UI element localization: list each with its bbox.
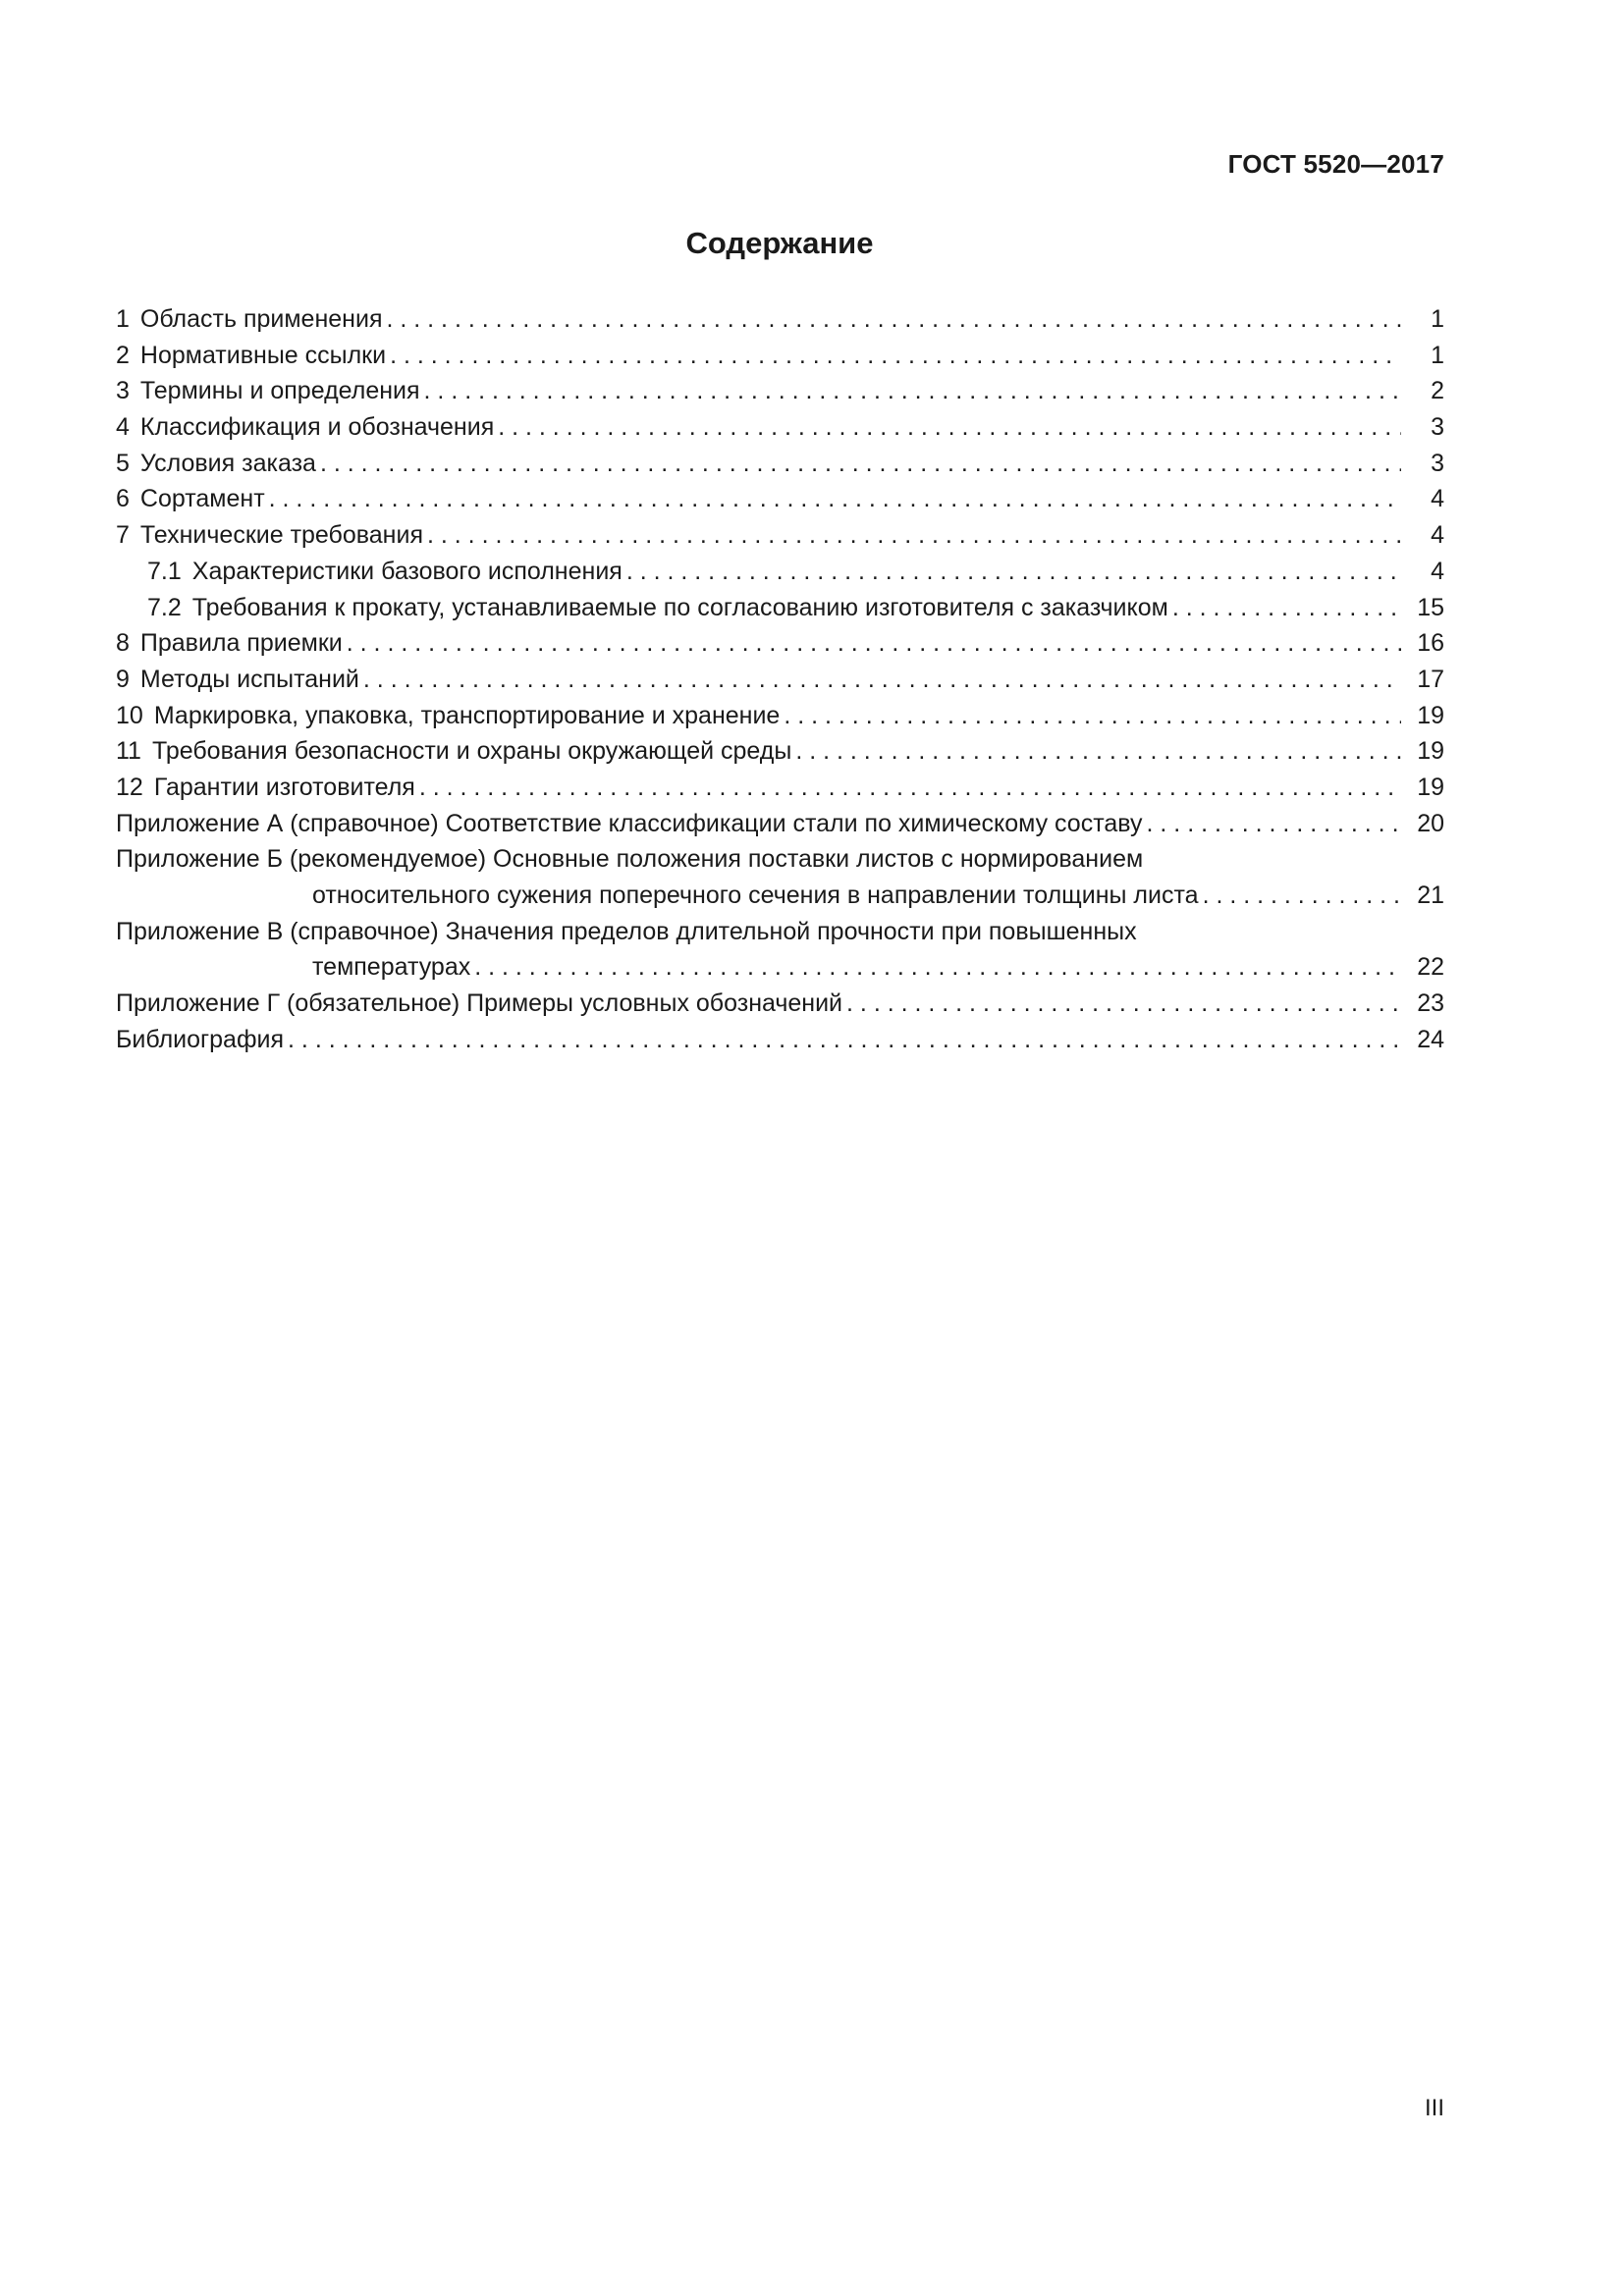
toc-leader-dots xyxy=(288,1026,1401,1054)
toc-item-label: Маркировка, упаковка, транспортирование и хранение xyxy=(153,701,781,729)
toc-item-page: 4 xyxy=(1431,557,1444,585)
toc-subitem[interactable] xyxy=(116,558,1444,594)
toc-item-number: 7.2 xyxy=(147,593,182,621)
toc-item-label: Условия заказа xyxy=(139,449,316,477)
toc-appendix-a[interactable] xyxy=(116,810,1444,846)
toc-item-label: Классификация и обозначения xyxy=(139,413,495,442)
toc-item-page: 3 xyxy=(1431,413,1444,442)
document-code: ГОСТ 5520—2017 xyxy=(1227,149,1444,179)
toc-item[interactable] xyxy=(116,413,1444,450)
toc-item[interactable] xyxy=(116,342,1444,378)
toc-subitem[interactable] xyxy=(116,594,1444,630)
toc-item-number: 5 xyxy=(116,449,130,477)
toc-appendix-b-continuation[interactable] xyxy=(116,881,1444,918)
toc-item-number: 11 xyxy=(116,737,141,766)
toc-item-number: 9 xyxy=(116,665,130,693)
toc-item-page: 16 xyxy=(1417,629,1444,658)
toc-leader-dots xyxy=(363,666,1401,694)
toc-item-label: Технические требования xyxy=(139,521,423,550)
toc-item-number: 7.1 xyxy=(147,557,182,585)
toc-item[interactable] xyxy=(116,774,1444,810)
toc-item-page: 3 xyxy=(1431,449,1444,477)
page-title: Содержание xyxy=(685,226,874,260)
toc-item-number: 4 xyxy=(116,413,130,442)
toc-appendix-g[interactable] xyxy=(116,989,1444,1026)
toc-item-page: 1 xyxy=(1431,341,1444,369)
toc-leader-dots xyxy=(390,342,1401,370)
toc-item-page: 1 xyxy=(1431,305,1444,333)
toc-leader-dots xyxy=(320,450,1401,478)
toc-item-page: 4 xyxy=(1431,485,1444,513)
toc-item-label: Сортамент xyxy=(139,485,265,513)
toc-leader-dots xyxy=(795,737,1401,766)
toc-appendix-v-continuation[interactable] xyxy=(116,953,1444,989)
toc-item[interactable] xyxy=(116,521,1444,558)
toc-item-page: 4 xyxy=(1431,521,1444,550)
toc-item-label-continuation: температурах xyxy=(312,953,471,982)
toc-leader-dots xyxy=(498,413,1401,442)
toc-item-label: Методы испытаний xyxy=(139,665,359,693)
toc-item-page: 19 xyxy=(1417,773,1444,801)
toc-item-page: 22 xyxy=(1417,953,1444,982)
toc-item-label: Нормативные ссылки xyxy=(139,341,387,369)
toc-leader-dots xyxy=(269,485,1401,513)
toc-leader-dots xyxy=(347,629,1401,658)
toc-item-page: 24 xyxy=(1417,1025,1444,1053)
toc-item-number: 7 xyxy=(116,521,130,550)
toc-item-page: 2 xyxy=(1431,377,1444,405)
toc-item-label: Приложение А (справочное) Соответствие классификации стали по химическому составу xyxy=(116,809,1143,837)
toc-item-number: 1 xyxy=(116,305,130,333)
toc-item[interactable] xyxy=(116,450,1444,486)
toc-item-page: 19 xyxy=(1417,701,1444,729)
toc-item[interactable] xyxy=(116,666,1444,702)
toc-leader-dots xyxy=(784,702,1401,730)
toc-item-number: 10 xyxy=(116,701,143,729)
toc-appendix-v[interactable] xyxy=(116,918,1444,954)
toc-item-label-continuation: относительного сужения поперечного сечения в направлении толщины листа xyxy=(312,881,1199,909)
toc-leader-dots xyxy=(1203,881,1401,910)
toc-item-page: 20 xyxy=(1417,809,1444,837)
toc-item-label: Гарантии изготовителя xyxy=(153,773,415,801)
toc-leader-dots xyxy=(1147,810,1401,838)
toc-item-number: 6 xyxy=(116,485,130,513)
toc-item-label: Библиография xyxy=(116,1025,285,1053)
toc-item-label: Требования к прокату, устанавливаемые по согласованию изготовителя с заказчиком xyxy=(191,593,1168,621)
toc-item[interactable] xyxy=(116,629,1444,666)
toc-item-page: 21 xyxy=(1417,881,1444,909)
toc-item-label: Правила приемки xyxy=(139,629,343,658)
page-number: III xyxy=(1424,2095,1444,2121)
toc-item[interactable] xyxy=(116,737,1444,774)
toc-leader-dots xyxy=(427,521,1401,550)
toc-item-number: 8 xyxy=(116,629,130,658)
toc-item[interactable] xyxy=(116,485,1444,521)
toc-leader-dots xyxy=(419,774,1401,802)
toc-leader-dots xyxy=(424,377,1401,405)
toc-item-page: 19 xyxy=(1417,737,1444,766)
toc-leader-dots xyxy=(474,953,1401,982)
toc-item-label: Характеристики базового исполнения xyxy=(191,557,623,585)
toc-leader-dots xyxy=(1172,594,1401,622)
toc-item-number: 3 xyxy=(116,377,130,405)
toc-item-page: 23 xyxy=(1417,989,1444,1018)
toc-leader-dots xyxy=(386,305,1401,334)
toc-appendix-b[interactable] xyxy=(116,845,1444,881)
toc-item[interactable] xyxy=(116,305,1444,342)
toc-item-page: 17 xyxy=(1417,665,1444,693)
toc-item-label: Термины и определения xyxy=(139,377,420,405)
table-of-contents xyxy=(116,305,1444,1061)
toc-item-number: 12 xyxy=(116,773,143,801)
toc-leader-dots xyxy=(846,989,1401,1018)
toc-item-label: Приложение Г (обязательное) Примеры условных обозначений xyxy=(116,989,843,1018)
toc-item-number: 2 xyxy=(116,341,130,369)
toc-item-label: Приложение В (справочное) Значения пределов длительной прочности при повышенных xyxy=(116,917,1137,945)
toc-item[interactable] xyxy=(116,702,1444,738)
toc-item-page: 15 xyxy=(1417,593,1444,621)
toc-item-label: Требования безопасности и охраны окружающей среды xyxy=(151,737,792,766)
toc-leader-dots xyxy=(626,558,1401,586)
toc-item-label: Область применения xyxy=(139,305,383,333)
toc-item-label: Приложение Б (рекомендуемое) Основные положения поставки листов с нормированием xyxy=(116,845,1144,874)
toc-item[interactable] xyxy=(116,377,1444,413)
toc-bibliography[interactable] xyxy=(116,1026,1444,1062)
